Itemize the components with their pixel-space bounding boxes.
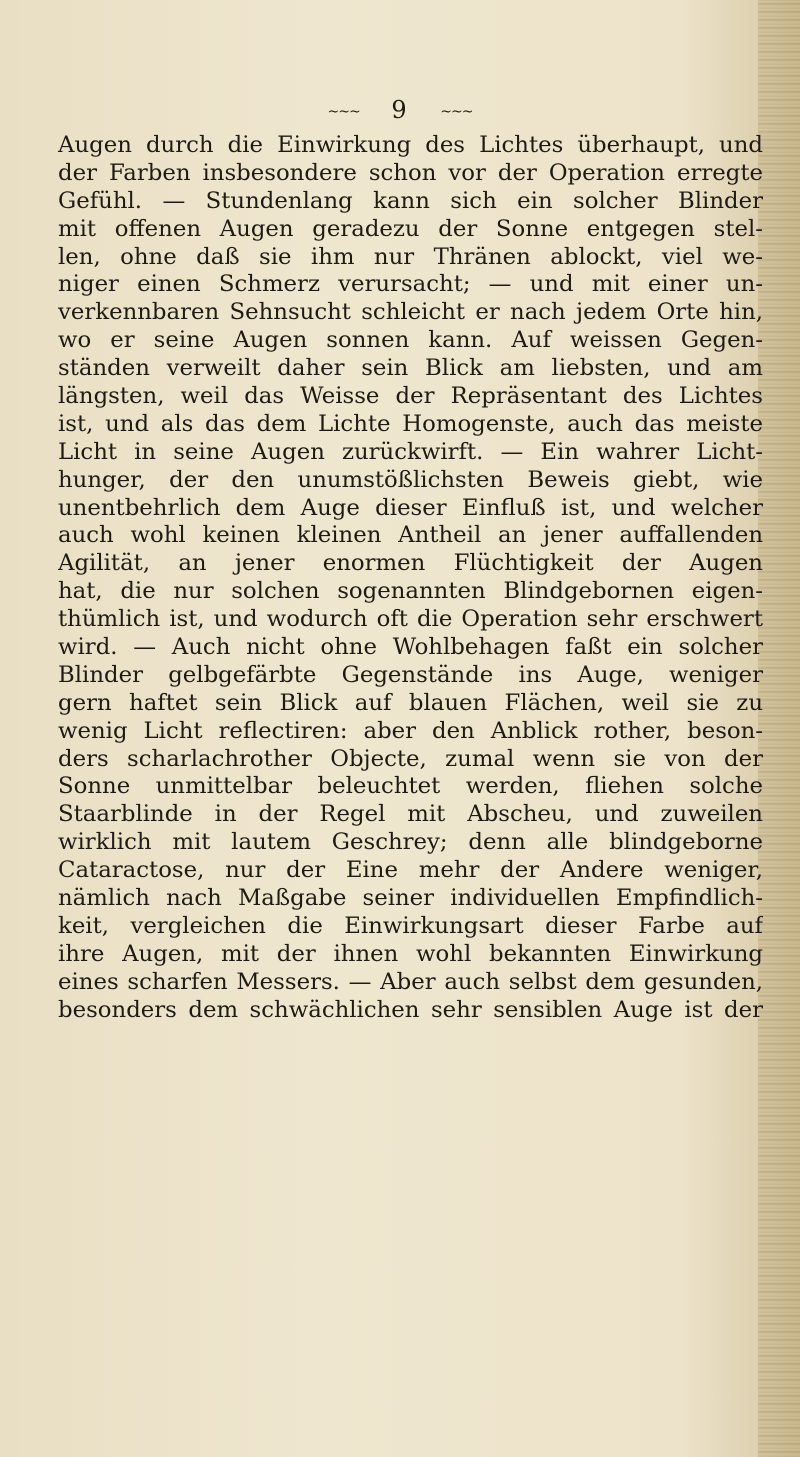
text-line: niger einen Schmerz verursacht; — und mit einer un-	[58, 271, 763, 298]
text-line: wird. — Auch nicht ohne Wohlbehagen faßt ein solcher	[58, 634, 763, 661]
text-line: Blinder gelbgefärbte Gegenstände ins Auge, weniger	[58, 661, 763, 688]
text-line: mit offenen Augen geradezu der Sonne entgegen stel-	[58, 215, 763, 242]
text-line: keit, vergleichen die Einwirkungsart dieser Farbe auf	[58, 912, 763, 939]
text-line: Staarblinde in der Regel mit Abscheu, und zuweilen	[58, 801, 763, 828]
text-line: wirklich mit lautem Geschrey; denn alle blindgeborne	[58, 829, 763, 856]
text-line: nämlich nach Maßgabe seiner individuellen Empfindlich-	[58, 885, 763, 912]
text-line: len, ohne daß sie ihm nur Thränen ablockt, viel we-	[58, 243, 763, 270]
page-binding-edge	[758, 0, 800, 1457]
text-line: Sonne unmittelbar beleuchtet werden, fliehen solche	[58, 773, 763, 800]
body-text	[58, 132, 763, 1025]
text-line: Gefühl. — Stundenlang kann sich ein solcher Blinder	[58, 187, 763, 214]
text-line: Agilität, an jener enormen Flüchtigkeit der Augen	[58, 550, 763, 577]
text-line: wenig Licht reflectiren: aber den Anblick rother, beson-	[58, 717, 763, 744]
text-line: besonders dem schwächlichen sehr sensiblen Auge ist der	[58, 996, 763, 1023]
text-line: Licht in seine Augen zurückwirft. — Ein wahrer Licht-	[58, 438, 763, 465]
text-line: gern haftet sein Blick auf blauen Flächen, weil sie zu	[58, 689, 763, 716]
ornament-left: ~~~	[327, 103, 360, 120]
text-line: hunger, der den unumstößlichsten Beweis giebt, wie	[58, 466, 763, 493]
text-line: wo er seine Augen sonnen kann. Auf weissen Gegen-	[58, 327, 763, 354]
text-line: ders scharlachrother Objecte, zumal wenn sie von der	[58, 745, 763, 772]
text-line: ist, und als das dem Lichte Homogenste, auch das meiste	[58, 410, 763, 437]
ornament-right: ~~~	[440, 103, 473, 120]
text-line: auch wohl keinen kleinen Antheil an jener auffallenden	[58, 522, 763, 549]
text-line: unentbehrlich dem Auge dieser Einfluß ist, und welcher	[58, 494, 763, 521]
text-line: Cataractose, nur der Eine mehr der Andere weniger,	[58, 857, 763, 884]
text-line: thümlich ist, und wodurch oft die Operation sehr erschwert	[58, 606, 763, 633]
text-line: längsten, weil das Weisse der Repräsentant des Lichtes	[58, 383, 763, 410]
text-line: ständen verweilt daher sein Blick am liebsten, und am	[58, 355, 763, 382]
text-line: hat, die nur solchen sogenannten Blindgebornen eigen-	[58, 578, 763, 605]
text-line: verkennbaren Sehnsucht schleicht er nach jedem Orte hin,	[58, 299, 763, 326]
text-line: Augen durch die Einwirkung des Lichtes überhaupt, und	[58, 132, 763, 158]
text-line: ihre Augen, mit der ihnen wohl bekannten Einwirkung	[58, 940, 763, 967]
page-number: 9	[391, 96, 409, 124]
text-line: eines scharfen Messers. — Aber auch selbst dem gesunden,	[58, 968, 763, 995]
text-line: der Farben insbesondere schon vor der Operation erregte	[58, 159, 763, 186]
page-header	[0, 96, 800, 124]
